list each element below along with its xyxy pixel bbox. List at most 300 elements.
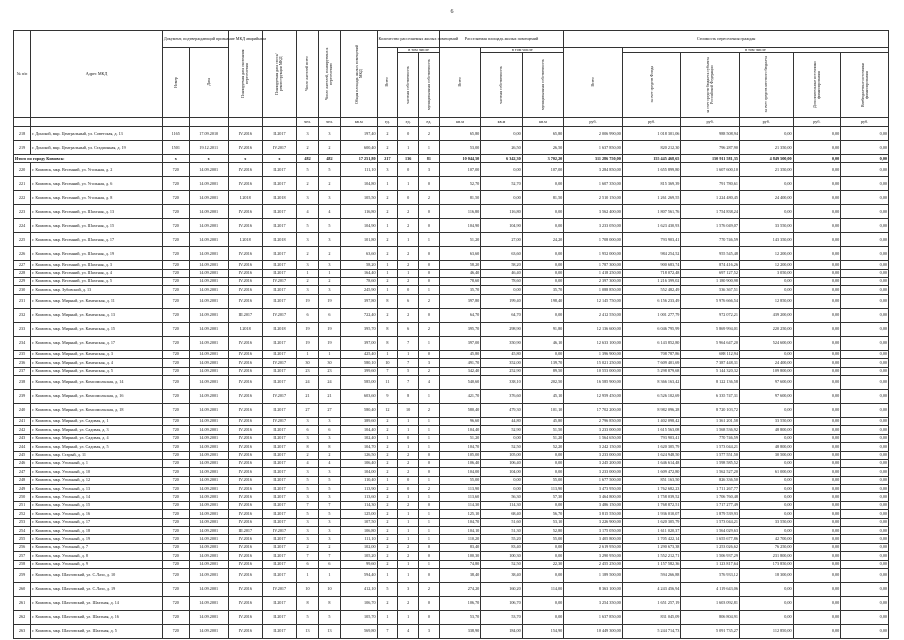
table-cell: 0,00 <box>739 127 793 141</box>
table-cell: 38,40 <box>481 568 522 582</box>
table-cell: 0,00 <box>793 359 841 367</box>
table-cell: 0,00 <box>522 468 564 476</box>
table-cell: 3 <box>319 127 341 141</box>
table-cell: 51,60 <box>481 518 522 526</box>
table-cell: 3 <box>319 417 341 425</box>
table-cell: IV.2016 <box>228 459 262 467</box>
table-cell: 0,00 <box>793 434 841 442</box>
table-cell: 0,00 <box>841 233 889 247</box>
table-cell: 1 <box>419 336 440 350</box>
table-cell: 10 <box>319 582 341 596</box>
table-cell: 806 804,91 <box>681 610 740 624</box>
table-cell: 7 <box>377 367 398 375</box>
table-row <box>14 336 889 350</box>
table-cell: IV.2016 <box>228 163 262 177</box>
table-cell: 2 455 250,00 <box>564 560 623 568</box>
table-cell: 0,00 <box>793 560 841 568</box>
table-cell: г. Кимовск, мкр. Угольный, д. 12 <box>31 476 163 484</box>
table-cell: 3 <box>319 233 341 247</box>
table-cell: г. Кимовск, мкр. Весенний, ул. Угольная, д. 2 <box>31 163 163 177</box>
table-cell: 0,00 <box>793 476 841 484</box>
table-cell: IV.2016 <box>228 286 262 294</box>
table-cell: 4 <box>419 375 440 389</box>
table-cell: 106,70 <box>439 596 480 610</box>
table-cell: 9 <box>377 389 398 403</box>
table-row <box>14 596 889 610</box>
table-cell: 0,00 <box>739 596 793 610</box>
table-cell: 0,00 <box>522 451 564 459</box>
table-cell: 42 700,00 <box>739 535 793 543</box>
table-cell: 2 <box>398 247 419 261</box>
table-cell: 4 <box>319 205 341 219</box>
table-cell: 91,80 <box>522 322 564 336</box>
table-cell: 1 936 010,07 <box>622 510 681 518</box>
table-cell: 6 <box>319 426 341 434</box>
table-cell: 0,00 <box>793 501 841 509</box>
table-cell: 1 <box>419 518 440 526</box>
table-cell: 4 243 456,94 <box>622 582 681 596</box>
table-cell: г. Кимовск, мкр. Весенний, ул. Шахтная, д. 19 <box>31 247 163 261</box>
table-cell: 154,90 <box>522 624 564 638</box>
table-cell: г. Кимовск, мкр. Шахтовский, ул. С.Лазо, д. 19 <box>31 582 163 596</box>
table-cell: 68,40 <box>481 510 522 518</box>
table-cell: 2 <box>398 596 419 610</box>
table-cell: 0,00 <box>522 247 564 261</box>
table-cell: 3 <box>297 434 319 442</box>
table-cell: 793 903,41 <box>622 434 681 442</box>
table-cell: 1 598 585,52 <box>681 459 740 467</box>
table-cell: г. Кимовск, мкр. Мирный, ул. Каменская, д. 3 <box>31 350 163 358</box>
table-cell: 248 <box>14 476 31 484</box>
table-cell: 2 <box>377 510 398 518</box>
table-cell: 1 <box>377 610 398 624</box>
table-cell: 2 <box>419 191 440 205</box>
table-cell: 8 <box>297 443 319 451</box>
table-cell: 720 <box>162 233 189 247</box>
table-cell: 33 550,00 <box>739 417 793 425</box>
table-cell: 105,50 <box>340 191 377 205</box>
table-cell: 1 123 817,64 <box>681 560 740 568</box>
header-area-group: Расселяемая площадь жилых помещений <box>439 31 563 48</box>
table-cell: 1 <box>398 560 419 568</box>
table-cell: 0,00 <box>841 535 889 543</box>
table-cell: г. Кимовск, мкр. Мирный, ул. Комсомольская, д. 18 <box>31 403 163 417</box>
table-cell: 218 <box>14 127 31 141</box>
table-cell: 100,30 <box>481 552 522 560</box>
table-cell: 0 <box>419 568 440 582</box>
table-cell: г. Кимовск, мкр. Весенний, ул. Шахтная, д. 3 <box>31 261 163 269</box>
table-cell: 3 464 800,00 <box>564 493 623 501</box>
header-area-private: частная собственность <box>481 53 522 118</box>
table-cell: 1 762 682,23 <box>622 485 681 493</box>
table-cell: 3 <box>297 191 319 205</box>
table-cell: 2 <box>377 501 398 509</box>
table-row <box>14 451 889 459</box>
table-cell: 111,10 <box>340 163 377 177</box>
header-resettled-incl: в том числе <box>398 48 439 53</box>
table-cell: 78,60 <box>340 277 377 285</box>
table-cell: II.2018 <box>262 322 296 336</box>
table-cell: 241 <box>14 417 31 425</box>
table-cell: 2 <box>297 543 319 551</box>
table-cell: 1 <box>419 443 440 451</box>
table-cell: 1 655 677,86 <box>681 535 740 543</box>
table-cell: 2 <box>319 277 341 285</box>
table-cell: 0,00 <box>841 552 889 560</box>
table-cell: 0,00 <box>793 163 841 177</box>
table-cell: 0,00 <box>841 308 889 322</box>
table-cell: 45,10 <box>522 389 564 403</box>
table-cell: 56,30 <box>481 493 522 501</box>
table-cell: 14.09.2001 <box>189 163 228 177</box>
table-row <box>14 261 889 269</box>
table-cell: 0 <box>419 308 440 322</box>
table-cell: г. Кимовск, мкр. Весенний, ул. Угольная, д. 8 <box>31 191 163 205</box>
table-cell: 0,00 <box>793 286 841 294</box>
table-cell: г. Кимовск, мкр. Зубовский, д. 13 <box>31 286 163 294</box>
table-cell: 104,40 <box>340 426 377 434</box>
table-cell: 0,00 <box>793 277 841 285</box>
table-cell: 395,70 <box>340 322 377 336</box>
table-cell: 14.09.2001 <box>189 582 228 596</box>
table-cell: 238 <box>14 375 31 389</box>
table-cell: IV.2016 <box>228 518 262 526</box>
table-cell: 0 <box>419 350 440 358</box>
table-cell: 397,00 <box>439 336 480 350</box>
table-cell: г. Кимовск, мкр. Мирный, ул. Комсомольская, д. 14 <box>31 375 163 389</box>
table-cell: 0,00 <box>841 367 889 375</box>
table-cell: 770 746,59 <box>681 233 740 247</box>
table-cell: 0,00 <box>841 403 889 417</box>
table-cell: 0 <box>419 261 440 269</box>
table-cell: 249 <box>14 485 31 493</box>
table-cell: 688 112,94 <box>681 350 740 358</box>
table-cell: 1 396 900,00 <box>564 350 623 358</box>
table-cell: 1 189 500,00 <box>564 568 623 582</box>
table-cell: 5 <box>319 510 341 518</box>
table-cell: 1 562 527,20 <box>681 468 740 476</box>
table-cell: 5 <box>297 163 319 177</box>
table-cell: 0,00 <box>793 141 841 155</box>
table-cell: 0,00 <box>793 389 841 403</box>
table-cell: II.2018 <box>262 233 296 247</box>
table-cell: 52,50 <box>481 443 522 451</box>
table-cell: г. Кимовск, мкр. Весенний, ул. Шахтная, д. 5 <box>31 277 163 285</box>
table-cell: 242 <box>14 426 31 434</box>
table-cell: II.2017 <box>262 485 296 493</box>
table-cell: 106,40 <box>439 459 480 467</box>
table-cell: 0 <box>419 247 440 261</box>
table-cell: 720 <box>162 269 189 277</box>
table-row <box>14 322 889 336</box>
table-cell: 820 212,30 <box>622 141 681 155</box>
table-cell: 3 <box>319 434 341 442</box>
table-cell: 5 <box>319 219 341 233</box>
table-cell: 815 369,39 <box>622 177 681 191</box>
table-cell: 2 <box>377 596 398 610</box>
resettlement-register-table <box>13 30 889 639</box>
table-cell: 350,90 <box>481 336 522 350</box>
table-cell: 0,00 <box>793 443 841 451</box>
table-cell: 253 <box>14 518 31 526</box>
table-cell: 7 <box>297 552 319 560</box>
table-cell: 6 <box>319 560 341 568</box>
table-cell: IV.2016 <box>228 294 262 308</box>
table-cell: 3 233 050,00 <box>564 219 623 233</box>
header-planned-residents: Число жителей, планируемых к переселению <box>319 31 341 118</box>
table-cell: 720 <box>162 308 189 322</box>
table-cell: 3 <box>319 468 341 476</box>
table-cell: 580,10 <box>340 359 377 367</box>
header-resettled-private: частная собственность <box>398 53 419 118</box>
table-cell: 1 <box>398 417 419 425</box>
table-cell: 1 807 561,76 <box>622 205 681 219</box>
table-cell: 14.09.2001 <box>189 261 228 269</box>
table-cell: 2 <box>377 205 398 219</box>
table-cell: 720 <box>162 277 189 285</box>
table-cell: 0 <box>398 434 419 442</box>
table-row <box>14 543 889 551</box>
table-cell: 38,40 <box>439 568 480 582</box>
table-cell: 257 <box>14 552 31 560</box>
table-cell <box>14 118 31 127</box>
table-cell: 720 <box>162 389 189 403</box>
table-row <box>14 403 889 417</box>
table-cell: 2 <box>377 485 398 493</box>
header-planned-demolish: Планируемая дата сноса/реконструкции МКД <box>262 31 296 118</box>
table-cell: г. Кимовск, мкр. Старый, д. 11 <box>31 451 163 459</box>
table-cell: 0,00 <box>739 403 793 417</box>
table-cell: II.2017 <box>262 560 296 568</box>
table-cell: 198,40 <box>522 294 564 308</box>
table-cell: 0,00 <box>793 527 841 535</box>
table-cell: г. Кимовск, мкр. Мирный, ул. Каменская, д. 15 <box>31 322 163 336</box>
table-cell: 55,00 <box>522 476 564 484</box>
table-cell: 107,50 <box>340 518 377 526</box>
table-cell: 14.09.2001 <box>189 560 228 568</box>
table-cell: 376,60 <box>481 389 522 403</box>
table-cell: 1 573 044,21 <box>681 518 740 526</box>
table-cell: 63,60 <box>439 247 480 261</box>
table-cell: 17 702 200,00 <box>564 403 623 417</box>
table-cell: 0,00 <box>793 336 841 350</box>
table-row <box>14 443 889 451</box>
table-cell: 1 <box>398 510 419 518</box>
table-cell: 720 <box>162 493 189 501</box>
table-cell: 3 <box>297 468 319 476</box>
table-cell: 199,40 <box>481 294 522 308</box>
table-cell: 27 <box>319 403 341 417</box>
table-cell: 8 363 100,00 <box>564 582 623 596</box>
table-cell: 116,80 <box>439 205 480 219</box>
table-cell: IV.2016 <box>228 596 262 610</box>
table-cell: ед. <box>398 118 419 127</box>
table-cell: 0,00 <box>481 434 522 442</box>
table-cell: 3 702,20 <box>522 155 564 163</box>
header-cost-incl: в том числе <box>622 48 888 53</box>
table-row <box>14 527 889 535</box>
table-cell: 0,00 <box>739 434 793 442</box>
table-cell: 2 <box>398 277 419 285</box>
table-cell: 0,00 <box>522 501 564 509</box>
table-cell: IV.2016 <box>228 247 262 261</box>
table-cell: 30 <box>297 359 319 367</box>
table-cell: ед. <box>419 118 440 127</box>
table-cell: II.2017 <box>262 336 296 350</box>
table-cell: 1 952 000,00 <box>564 247 623 261</box>
table-cell: 116,80 <box>340 205 377 219</box>
table-cell: 2 <box>398 468 419 476</box>
table-cell: 53,70 <box>481 610 522 624</box>
table-cell: 7 <box>398 359 419 367</box>
table-cell: г. Кимовск, мкр. Мирный, ул. Комсомольская, д. 16 <box>31 389 163 403</box>
table-cell: кв.м <box>340 118 377 127</box>
table-cell: 58,20 <box>439 261 480 269</box>
table-cell: 5 964 647,20 <box>681 336 740 350</box>
table-cell: 6 <box>297 426 319 434</box>
table-cell: 226 <box>14 247 31 261</box>
table-cell: 14.09.2001 <box>189 493 228 501</box>
table-cell: 0,00 <box>793 247 841 261</box>
table-cell: 14.09.2001 <box>189 552 228 560</box>
table-cell: II.2017 <box>262 177 296 191</box>
table-cell: 1 <box>377 177 398 191</box>
table-cell: 256 <box>14 543 31 551</box>
table-cell: 21 350,00 <box>739 141 793 155</box>
table-cell: 53,10 <box>522 518 564 526</box>
table-cell: IV.2016 <box>228 476 262 484</box>
table-cell: 0 <box>419 177 440 191</box>
table-cell: III.2017 <box>228 308 262 322</box>
table-cell: 197,40 <box>340 127 377 141</box>
table-cell: 228 <box>14 269 31 277</box>
table-cell: 720 <box>162 543 189 551</box>
table-cell: 58,20 <box>340 261 377 269</box>
table-cell: 1 <box>398 493 419 501</box>
table-cell: 1 018 301,06 <box>622 127 681 141</box>
table-cell: IV.2016 <box>228 543 262 551</box>
table-cell: 1 758 039,52 <box>622 493 681 501</box>
table-cell: 53,00 <box>439 141 480 155</box>
table-cell: кв.м <box>439 118 480 127</box>
table-cell: IV.2016 <box>228 350 262 358</box>
table-cell: 397,80 <box>439 294 480 308</box>
table-cell: 14.09.2001 <box>189 518 228 526</box>
table-cell: 2 <box>398 552 419 560</box>
table-cell: 720 <box>162 163 189 177</box>
table-cell: 0,00 <box>841 219 889 233</box>
table-cell: IV.2016 <box>228 560 262 568</box>
table-cell: 5 <box>297 610 319 624</box>
table-cell: 13 <box>297 624 319 638</box>
table-cell: 81,50 <box>522 191 564 205</box>
table-cell: 0,00 <box>793 308 841 322</box>
table-cell: 2 <box>377 191 398 205</box>
table-cell: 237 <box>14 367 31 375</box>
table-cell: 231 800,00 <box>739 552 793 560</box>
table-row <box>14 269 889 277</box>
table-cell: 2 <box>419 582 440 596</box>
table-cell: 8 720 103,72 <box>681 403 740 417</box>
table-cell: 10 <box>398 403 419 417</box>
table-cell: 0,00 <box>739 459 793 467</box>
header-cost-total: Всего <box>564 48 623 118</box>
table-cell: 2 <box>319 451 341 459</box>
table-cell: 851 163,50 <box>622 476 681 484</box>
table-cell: 12 200,00 <box>739 261 793 269</box>
table-cell: 45,80 <box>439 350 480 358</box>
table-cell: 3 405 800,00 <box>564 535 623 543</box>
table-cell: 1 402 098,42 <box>622 417 681 425</box>
table-cell: 14.09.2001 <box>189 417 228 425</box>
table-cell: 8 122 136,58 <box>681 375 740 389</box>
table-cell: 19.12.2011 <box>189 141 228 155</box>
table-cell: 10 <box>297 582 319 596</box>
table-cell: 1 <box>377 476 398 484</box>
table-cell: IV.2016 <box>228 501 262 509</box>
table-cell: IV.2016 <box>228 426 262 434</box>
table-cell: 1 <box>398 610 419 624</box>
table-row <box>14 426 889 434</box>
table-cell: 1 607 600,10 <box>681 163 740 177</box>
table-cell: IV.2016 <box>228 269 262 277</box>
table-cell: 720 <box>162 403 189 417</box>
table-cell: 23 <box>297 367 319 375</box>
table-cell: 12 959 450,00 <box>564 389 623 403</box>
table-cell: 48 800,00 <box>739 426 793 434</box>
table-cell: 10 553 000,00 <box>564 367 623 375</box>
table-cell: 0,00 <box>841 582 889 596</box>
table-row <box>14 286 889 294</box>
table-cell: 720 <box>162 367 189 375</box>
table-cell: 45,80 <box>481 350 522 358</box>
table-cell: 4 <box>398 624 419 638</box>
table-cell: 227 <box>14 261 31 269</box>
table-cell: 1 <box>398 141 419 155</box>
table-cell: 19 <box>319 294 341 308</box>
table-cell: 0,00 <box>793 177 841 191</box>
table-cell: 0,00 <box>841 417 889 425</box>
table-cell: г. Кимовск, мкр. Мирный, ул. Каменская, д. 13 <box>31 308 163 322</box>
table-cell: 0,00 <box>481 485 522 493</box>
table-cell: 3 <box>398 582 419 596</box>
table-cell: II.2017 <box>262 403 296 417</box>
table-cell: 2 <box>398 261 419 269</box>
table-row <box>14 535 889 543</box>
table-cell: 136 <box>398 155 419 163</box>
table-cell: 155 445 468,65 <box>622 155 681 163</box>
table-cell: 14.09.2001 <box>189 535 228 543</box>
table-cell: 12 633 100,00 <box>564 336 623 350</box>
table-cell: 342,40 <box>439 367 480 375</box>
table-cell: 114,30 <box>439 501 480 509</box>
table-cell: 0,00 <box>793 568 841 582</box>
table-cell: 720 <box>162 568 189 582</box>
table-cell: 569,80 <box>340 624 377 638</box>
table-cell: 1 655 899,80 <box>622 163 681 177</box>
table-cell: 720 <box>162 610 189 624</box>
table-cell: II.2017 <box>262 535 296 543</box>
table-cell: 16 585 900,00 <box>564 375 623 389</box>
table-cell: 21 <box>297 389 319 403</box>
table-cell: 0 <box>419 269 440 277</box>
table-cell: 114,30 <box>340 501 377 509</box>
table-cell: 1 609 472,80 <box>622 468 681 476</box>
table-cell: III.2017 <box>228 527 262 535</box>
table-cell: IV.2016 <box>228 493 262 501</box>
table-cell: 1 620 305,79 <box>622 518 681 526</box>
table-cell: 0,00 <box>739 350 793 358</box>
